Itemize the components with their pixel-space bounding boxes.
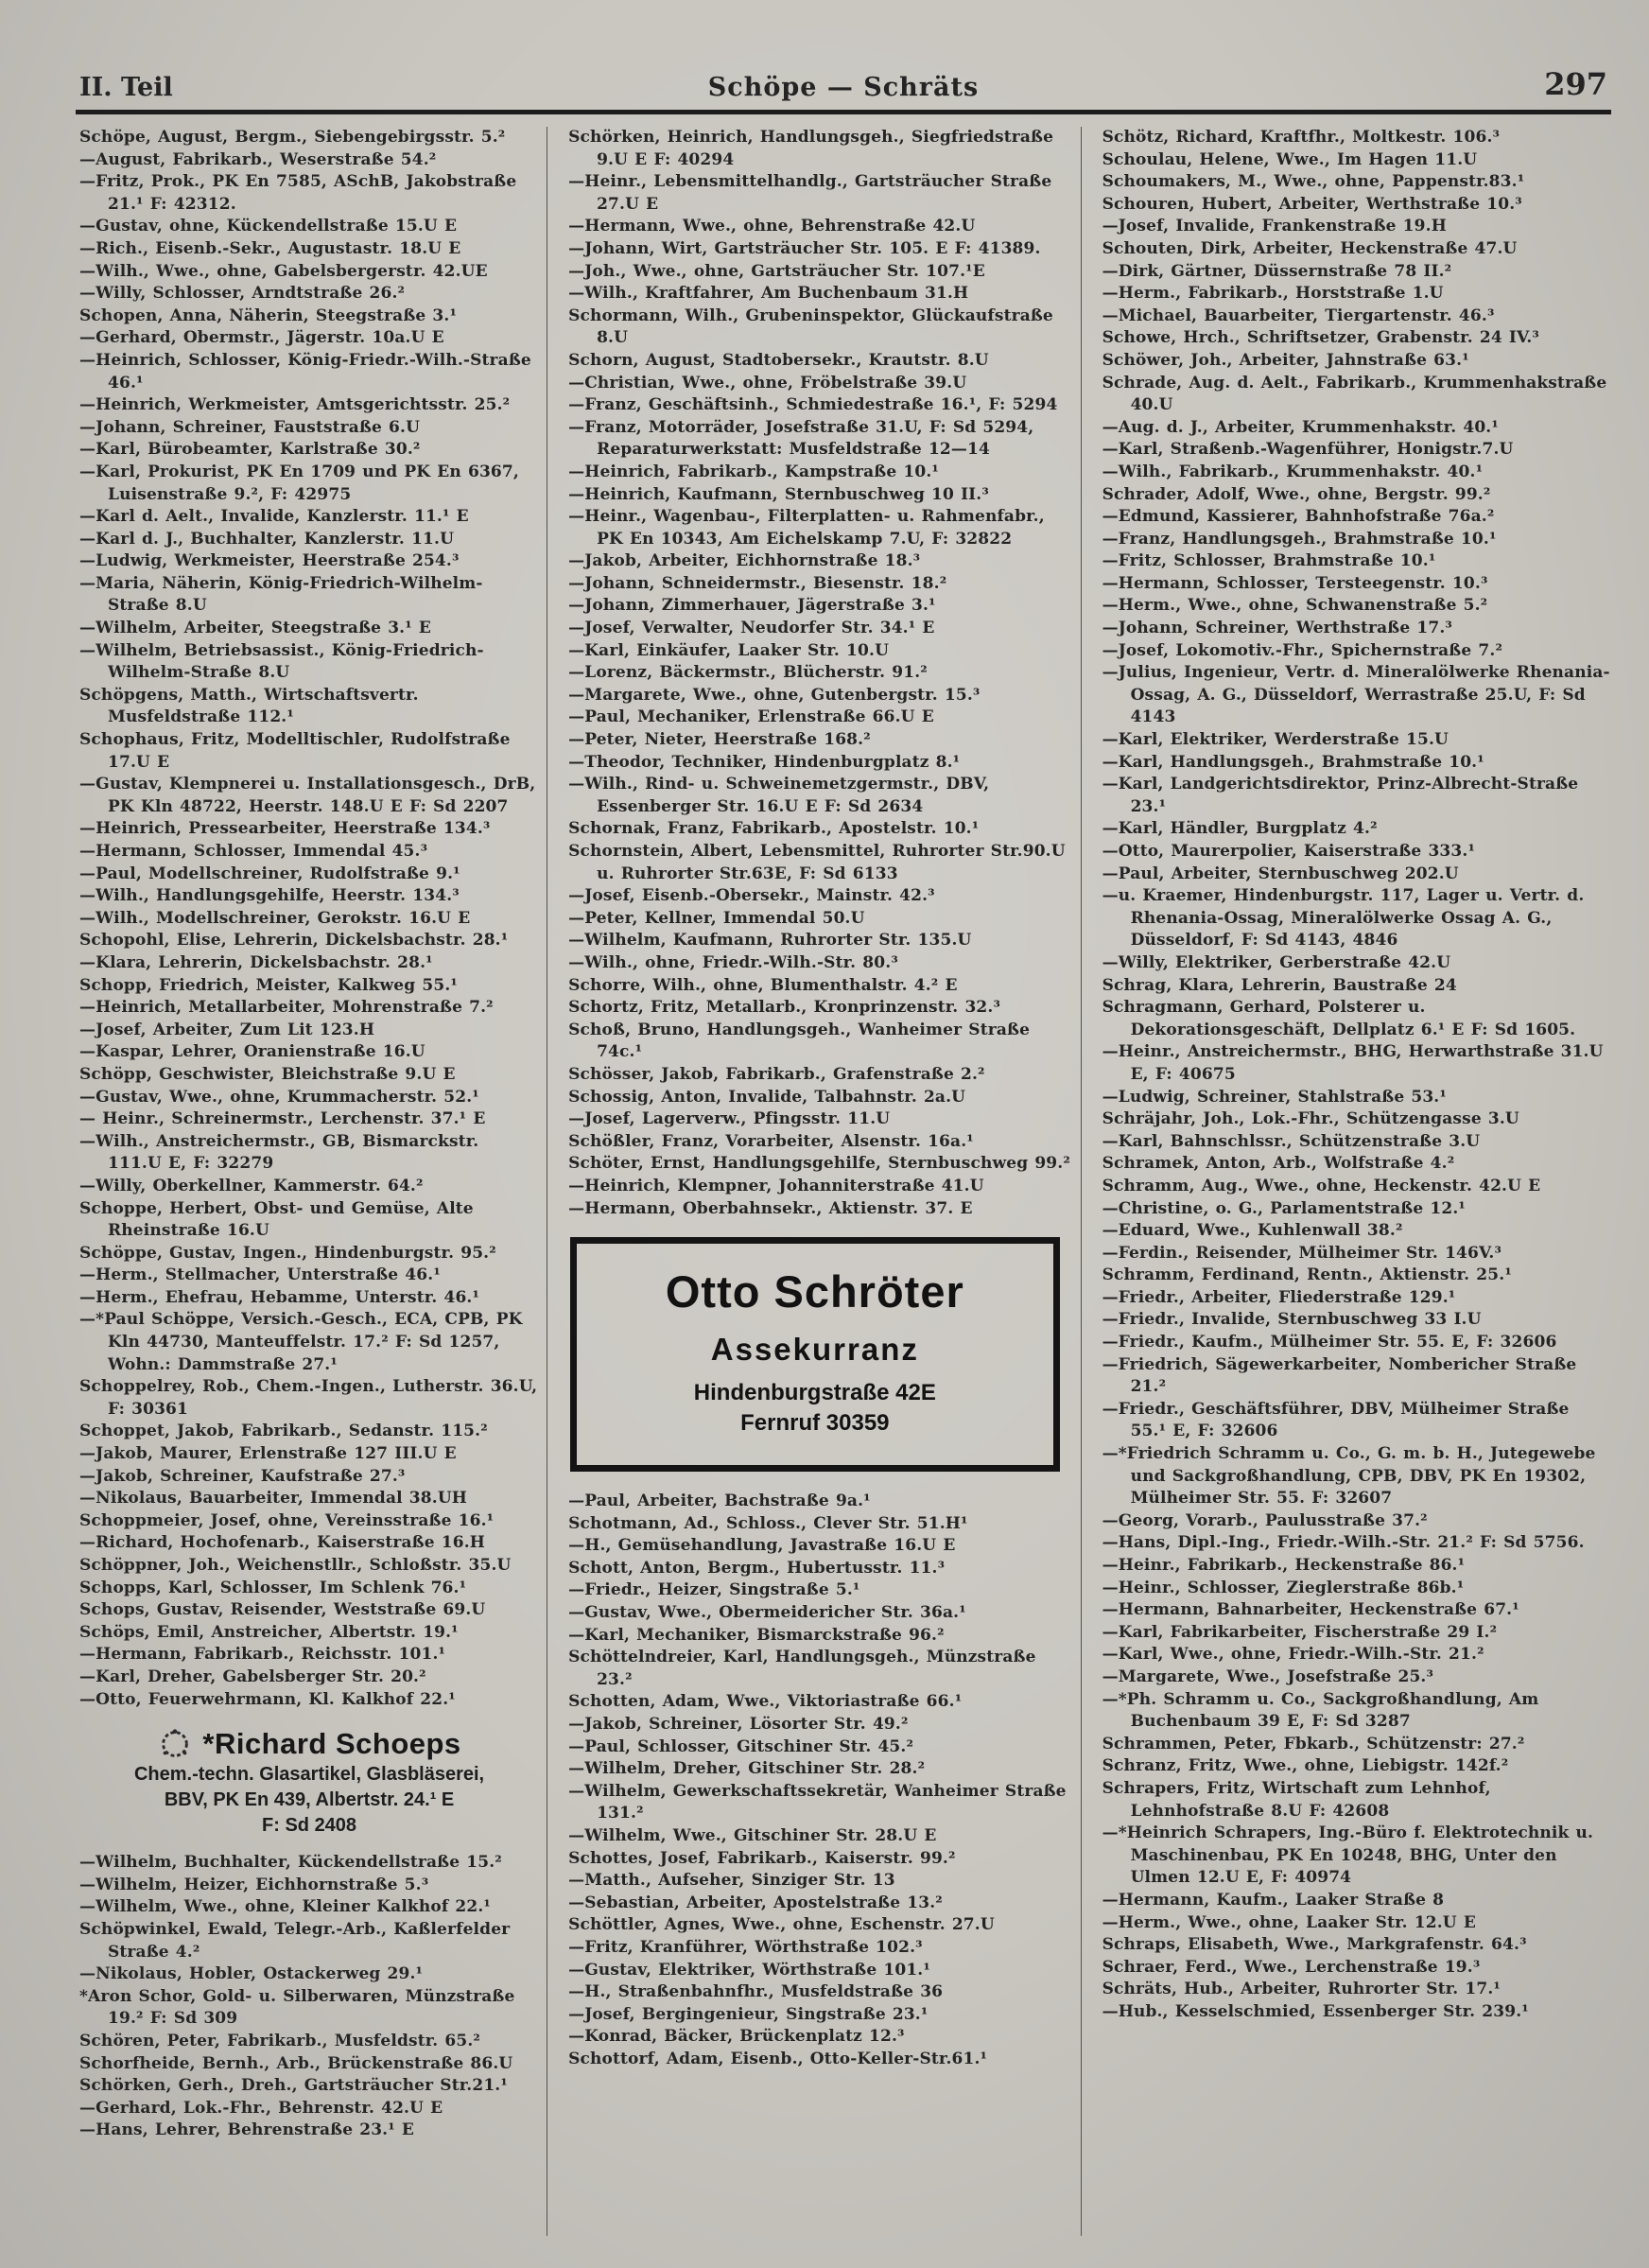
directory-entry: —Kaspar, Lehrer, Oranienstraße 16.U [79,1042,425,1062]
directory-entry: —Rich., Eisenb.-Sekr., Augustastr. 18.U E [79,238,461,258]
directory-entry: —Herm., Wwe., ohne, Schwanenstraße 5.² [1102,596,1488,616]
directory-entry: Schöppner, Joh., Weichenstllr., Schloßstr. 35.U [79,1556,512,1575]
directory-entry: —Josef, Eisenb.-Obersekr., Mainstr. 42.³ [568,886,935,906]
directory-entry: Schornstein, Albert, Lebensmittel, Ruhrorter Str.90.U u. Ruhrorter Str.63E, F: Sd 6133 [568,842,1066,883]
directory-entry: —*Paul Schöppe, Versich.-Gesch., ECA, CPB, PK Kln 44730, Manteuffelstr. 17.² F: Sd 1257, Wohn.: Dammstraße 27.¹ [79,1310,523,1374]
directory-entry: —Josef, Lokomotiv.-Fhr., Spichernstraße 7.² [1102,640,1503,660]
directory-entry: —Friedrich, Sägewerkarbeiter, Nombericher Straße 21.² [1102,1354,1577,1397]
ad-schoeps-line: BBV, PK En 439, Albertstr. 24.¹ E [164,1789,455,1811]
directory-entry: —Ludwig, Werkmeister, Heerstraße 254.³ [79,551,460,571]
directory-entry: —Johann, Schreiner, Werthstraße 17.³ [1102,619,1452,638]
directory-entry: Schoumakers, M., Wwe., ohne, Pappenstr.83.¹ [1102,172,1525,192]
entry-list [79,127,539,1711]
directory-entry: Schramek, Anton, Arb., Wolfstraße 4.² [1102,1154,1455,1174]
directory-entry: —Karl, Prokurist, PK En 1709 und PK En 6367, Luisenstraße 9.², F: 42975 [79,462,519,504]
directory-entry: Schramm, Aug., Wwe., ohne, Heckenstr. 42.U E [1102,1176,1541,1195]
directory-entry: Schoulau, Helene, Wwe., Im Hagen 11.U [1102,149,1478,169]
directory-entry: —Wilhelm, Heizer, Eichhornstraße 5.³ [79,1875,429,1894]
directory-entry: —Willy, Elektriker, Gerberstraße 42.U [1102,952,1451,972]
directory-entry: Schramm, Ferdinand, Rentn., Aktienstr. 25.¹ [1102,1265,1512,1285]
directory-entry: —Theodor, Techniker, Hindenburgplatz 8.¹ [568,752,961,772]
directory-entry: —Wilh., Rind- u. Schweinemetzgermstr., DBV, Essenberger Str. 16.U E F: Sd 2634 [568,775,990,816]
directory-entry: —Karl, Händler, Burgplatz 4.² [1102,819,1378,839]
column-left [79,127,539,2236]
directory-entry: Schöpp, Geschwister, Bleichstraße 9.U E [79,1064,456,1084]
directory-entry: —*Heinrich Schrapers, Ing.-Büro f. Elektrotechnik u. Maschinenbau, PK En 10248, BHG, Unter den Ulmen 12.U E, F: 40974 [1102,1823,1594,1888]
directory-entry: Schöwer, Joh., Arbeiter, Jahnstraße 63.¹ [1102,350,1469,370]
directory-entry: —Sebastian, Arbeiter, Apostelstraße 13.² [568,1893,943,1912]
directory-entry: —Wilhelm, Arbeiter, Steegstraße 3.¹ E [79,619,432,638]
directory-entry: —Karl, Straßenb.-Wagenführer, Honigstr.7.U [1102,440,1514,460]
directory-entry: —Fritz, Schlosser, Brahmstraße 10.¹ [1102,551,1436,571]
directory-entry: —Herm., Wwe., ohne, Laaker Str. 12.U E [1102,1912,1476,1932]
directory-entry: —Otto, Feuerwehrmann, Kl. Kalkhof 22.¹ [79,1689,456,1709]
directory-entry: Schrag, Klara, Lehrerin, Baustraße 24 [1102,975,1457,995]
directory-entry: —Michael, Bauarbeiter, Tiergartenstr. 46.³ [1102,305,1495,325]
directory-entry: —Wilh., Fabrikarb., Krummenhakstr. 40.¹ [1102,462,1484,481]
directory-entry: —Karl, Dreher, Gabelsberger Str. 20.² [79,1666,426,1686]
directory-entry: Schrammen, Peter, Fbkarb., Schützenstr: 27.² [1102,1734,1525,1753]
directory-entry: —H., Straßenbahnfhr., Musfeldstraße 36 [568,1982,944,2002]
directory-entry: —Fritz, Kranführer, Wörthstraße 102.³ [568,1937,923,1957]
directory-entry: —Ludwig, Schreiner, Stahlstraße 53.¹ [1102,1087,1447,1107]
directory-entry: Schören, Peter, Fabrikarb., Musfeldstr. 65.² [79,2031,481,2050]
directory-entry: —Wilh., ohne, Friedr.-Wilh.-Str. 80.³ [568,952,898,972]
ad-schroeter-subtitle: Assekurranz [710,1332,919,1368]
directory-entry: —Wilh., Handlungsgehilfe, Heerstr. 134.³ [79,886,460,906]
directory-entry: — Heinr., Schreinermstr., Lerchenstr. 37.¹ E [79,1109,486,1129]
directory-entry: —*Ph. Schramm u. Co., Sackgroßhandlung, Am Buchenbaum 39 E, F: Sd 3287 [1102,1689,1539,1732]
directory-entry: Schragmann, Gerhard, Polsterer u. Dekorationsgeschäft, Dellplatz 6.¹ E F: Sd 1605. [1102,998,1576,1039]
directory-entry: —Wilhelm, Dreher, Gitschiner Str. 28.² [568,1759,926,1779]
directory-entry: Schornak, Franz, Fabrikarb., Apostelstr. 10.¹ [568,819,980,839]
directory-entry: —Josef, Bergingenieur, Singstraße 23.¹ [568,2004,929,2024]
directory-entry: Schopen, Anna, Näherin, Steegstraße 3.¹ [79,305,458,325]
directory-entry: —Dirk, Gärtner, Düssernstraße 78 II.² [1102,261,1452,281]
directory-entry: Schottorf, Adam, Eisenb., Otto-Keller-Str.61.¹ [568,2049,988,2068]
directory-entry: —Franz, Motorräder, Josefstraße 31.U, F: Sd 5294, Reparaturwerkstatt: Musfeldstraße 12—14 [568,417,1034,460]
directory-entry: —Jakob, Maurer, Erlenstraße 127 III.U E [79,1444,457,1464]
directory-entry: Schräjahr, Joh., Lok.-Fhr., Schützengasse 3.U [1102,1109,1519,1129]
directory-entry: —Christian, Wwe., ohne, Fröbelstraße 39.U [568,373,967,393]
directory-entry: —Friedr., Geschäftsführer, DBV, Mülheimer Straße 55.¹ E, F: 32606 [1102,1399,1570,1441]
directory-entry: —Gerhard, Obermstr., Jägerstr. 10a.U E [79,328,444,348]
directory-entry: Schortz, Fritz, Metallarb., Kronprinzenstr. 32.³ [568,998,1001,1018]
directory-entry: Schoppmeier, Josef, ohne, Vereinsstraße 16.¹ [79,1510,495,1530]
directory-entry: —Wilh., Wwe., ohne, Gabelsbergerstr. 42.UE [79,261,488,281]
directory-entry: Schorre, Wilh., ohne, Blumenthalstr. 4.² E [568,975,958,995]
directory-entry: —*Friedrich Schramm u. Co., G. m. b. H., Jutegewebe und Sackgroßhandlung, CPB, DBV, PK En 19302, Mülheimer Str. 55. F: 32607 [1102,1444,1596,1509]
directory-entry: —Georg, Vorarb., Paulusstraße 37.² [1102,1510,1428,1530]
directory-entry: Schörken, Heinrich, Handlungsgeh., Siegfriedstraße 9.U E F: 40294 [568,128,1054,169]
directory-entry: —Karl, Landgerichtsdirektor, Prinz-Albrecht-Straße 23.¹ [1102,775,1579,816]
directory-entry: —Wilhelm, Gewerkschaftssekretär, Wanheimer Straße 131.² [568,1781,1067,1823]
directory-entry: —Edmund, Kassierer, Bahnhofstraße 76a.² [1102,507,1495,527]
directory-entry: —Heinr., Fabrikarb., Heckenstraße 86.¹ [1102,1556,1466,1575]
directory-entry: —Paul, Mechaniker, Erlenstraße 66.U E [568,707,934,727]
directory-entry: —Hermann, Schlosser, Immendal 45.³ [79,842,428,861]
directory-entry: Schrader, Adolf, Wwe., ohne, Bergstr. 99.² [1102,484,1491,504]
directory-entry: —Aug. d. J., Arbeiter, Krummenhakstr. 40.¹ [1102,417,1499,437]
directory-entry: —Peter, Kellner, Immendal 50.U [568,908,865,928]
directory-entry: —Paul, Arbeiter, Sternbuschweg 202.U [1102,864,1459,883]
directory-entry: —Heinrich, Schlosser, König-Friedr.-Wilh.-Straße 46.¹ [79,350,531,393]
directory-entry: Schoß, Bruno, Handlungsgeh., Wanheimer Straße 74c.¹ [568,1020,1031,1062]
directory-entry: —Gustav, Wwe., Obermeidericher Str. 36a.¹ [568,1603,966,1623]
directory-entry: —Friedr., Arbeiter, Fliederstraße 129.¹ [1102,1287,1456,1307]
directory-entry: Schöps, Emil, Anstreicher, Albertstr. 19.¹ [79,1622,459,1642]
directory-entry: —Johann, Zimmerhauer, Jägerstraße 3.¹ [568,596,936,616]
entry-list [568,127,1073,1220]
directory-entry: —Friedr., Invalide, Sternbuschweg 33 I.U [1102,1310,1482,1330]
directory-entry: —Friedr., Kaufm., Mülheimer Str. 55. E, F: 32606 [1102,1333,1557,1352]
directory-entry: —Paul, Schlosser, Gitschiner Str. 45.² [568,1736,914,1756]
directory-entry: Schösser, Jakob, Fabrikarb., Grafenstraße 2.² [568,1064,985,1084]
directory-entry: Schopp, Friedrich, Meister, Kalkweg 55.¹ [79,975,458,995]
directory-entry: —Heinr., Anstreichermstr., BHG, Herwarthstraße 31.U E, F: 40675 [1102,1042,1604,1084]
directory-entry: Schöttler, Agnes, Wwe., ohne, Eschenstr. 27.U [568,1915,995,1935]
entry-list [1102,127,1611,2023]
directory-entry: —Peter, Nieter, Heerstraße 168.² [568,730,871,750]
directory-entry: Schöttelndreier, Karl, Handlungsgeh., Münzstraße 23.² [568,1648,1036,1689]
directory-entry: —Johann, Schneidermstr., Biesenstr. 18.² [568,573,947,593]
directory-entry: —Nikolaus, Hobler, Ostackerweg 29.¹ [79,1964,424,1984]
ad-schroeter-name: Otto Schröter [665,1266,964,1317]
directory-entry: —Karl d. J., Buchhalter, Kanzlerstr. 11.U [79,529,455,549]
directory-entry: —Heinrich, Klempner, Johanniterstraße 41.U [568,1176,984,1195]
directory-entry: —Karl, Mechaniker, Bismarckstraße 96.² [568,1625,945,1645]
laurel-wreath-icon [157,1726,193,1762]
directory-entry: —Wilh., Anstreichermstr., GB, Bismarckstr. 111.U E, F: 32279 [79,1131,479,1174]
directory-entry: Schouren, Hubert, Arbeiter, Werthstraße 10.³ [1102,194,1522,214]
entry-list [79,1852,539,2142]
directory-entry: —Wilhelm, Kaufmann, Ruhrorter Str. 135.U [568,931,972,951]
directory-entry: —Herm., Fabrikarb., Horststraße 1.U [1102,284,1444,304]
directory-entry: —Konrad, Bäcker, Brückenplatz 12.³ [568,2027,905,2047]
directory-entry: Schowe, Hrch., Schriftsetzer, Grabenstr. 24 IV.³ [1102,328,1540,348]
directory-entry: —Hans, Lehrer, Behrenstraße 23.¹ E [79,2120,415,2140]
directory-entry: Schott, Anton, Bergm., Hubertusstr. 11.³ [568,1558,946,1578]
directory-entry: —Willy, Oberkellner, Kammerstr. 64.² [79,1176,424,1195]
directory-entry: —H., Gemüsehandlung, Javastraße 16.U E [568,1536,956,1556]
directory-entry: —Paul, Arbeiter, Bachstraße 9a.¹ [568,1492,871,1511]
directory-entry: Schormann, Wilh., Grubeninspektor, Glückaufstraße 8.U [568,305,1053,348]
ad-schoeps-headline [79,1726,539,1762]
directory-entry: —Maria, Näherin, König-Friedrich-Wilhelm-Straße 8.U [79,573,483,616]
directory-entry: —Karl, Einkäufer, Laaker Str. 10.U [568,640,890,660]
directory-entry: —Klara, Lehrerin, Dickelsbachstr. 28.¹ [79,952,433,972]
directory-entry: —Otto, Maurerpolier, Kaiserstraße 333.¹ [1102,842,1476,861]
directory-entry: —Hermann, Kaufm., Laaker Straße 8 [1102,1890,1445,1910]
directory-entry: —Wilhelm, Wwe., ohne, Kleiner Kalkhof 22.¹ [79,1897,492,1917]
directory-entry: —Heinrich, Werkmeister, Amtsgerichtsstr. 25.² [79,395,511,415]
directory-entry: —Karl, Bahnschlssr., Schützenstraße 3.U [1102,1131,1481,1151]
directory-entry: Schranz, Fritz, Wwe., ohne, Liebigstr. 142f.² [1102,1756,1509,1776]
directory-entry: —Heinr., Wagenbau-, Filterplatten- u. Rahmenfabr., PK En 10343, Am Eichelskamp 7.U, F: 32822 [568,507,1045,549]
directory-entry: —Jakob, Schreiner, Lösorter Str. 49.² [568,1715,909,1735]
directory-entry: Schorfheide, Bernh., Arb., Brückenstraße 86.U [79,2053,513,2073]
directory-entry: —Karl, Bürobeamter, Karlstraße 30.² [79,440,421,460]
directory-entry: —Herm., Ehefrau, Hebamme, Unterstr. 46.¹ [79,1287,480,1307]
directory-entry: —Gustav, Elektriker, Wörthstraße 101.¹ [568,1960,930,1980]
directory-entry: Schophaus, Fritz, Modelltischler, Rudolfstraße 17.U E [79,730,511,772]
directory-entry: Schopps, Karl, Schlosser, Im Schlenk 76.¹ [79,1578,467,1597]
directory-entry: Schraps, Elisabeth, Wwe., Markgrafenstr. 64.³ [1102,1935,1527,1955]
directory-entry: —Heinrich, Fabrikarb., Kampstraße 10.¹ [568,462,940,481]
directory-entry: —Wilh., Modellschreiner, Gerokstr. 16.U E [79,908,471,928]
directory-entry: —Gerhard, Lok.-Fhr., Behrenstr. 42.U E [79,2098,443,2118]
directory-entry: —Richard, Hochofenarb., Kaiserstraße 16.H [79,1533,485,1553]
directory-entry: —Johann, Schreiner, Fauststraße 6.U [79,417,421,437]
ad-richard-schoeps [79,1726,539,1839]
directory-entry: Schopohl, Elise, Lehrerin, Dickelsbachstr. 28.¹ [79,931,509,951]
directory-entry: Schops, Gustav, Reisender, Weststraße 69.U [79,1600,486,1620]
directory-entry: Schorn, August, Stadtobersekr., Krautstr. 8.U [568,350,989,370]
directory-entry: —Franz, Geschäftsinh., Schmiedestraße 16.¹, F: 5294 [568,395,1058,415]
directory-entry: —Willy, Schlosser, Arndtstraße 26.² [79,284,406,304]
directory-entry: Schouten, Dirk, Arbeiter, Heckenstraße 47.U [1102,238,1518,258]
directory-entry: Schottes, Josef, Fabrikarb., Kaiserstr. 99.² [568,1848,956,1868]
directory-entry: —Josef, Invalide, Frankenstraße 19.H [1102,217,1447,236]
directory-entry: —Jakob, Arbeiter, Eichhornstraße 18.³ [568,551,921,571]
directory-entry: —Fritz, Prok., PK En 7585, ASchB, Jakobstraße 21.¹ F: 42312. [79,172,517,214]
directory-entry: —Eduard, Wwe., Kuhlenwall 38.² [1102,1221,1403,1241]
directory-entry: Schörken, Gerh., Dreh., Gartsträucher Str.21.¹ [79,2076,508,2096]
directory-entry: —Paul, Modellschreiner, Rudolfstraße 9.¹ [79,864,460,883]
page-header [79,57,1607,102]
directory-entry: —Karl, Wwe., ohne, Friedr.-Wilh.-Str. 21.² [1102,1645,1484,1665]
directory-entry: Schrapers, Fritz, Wirtschaft zum Lehnhof, Lehnhofstraße 8.U F: 42608 [1102,1778,1491,1821]
directory-entry: —Gustav, Klempnerei u. Installationsgesch., DrB, PK Kln 48722, Heerstr. 148.U E F: Sd 2207 [79,775,536,816]
directory-entry: Schoppe, Herbert, Obst- und Gemüse, Alte Rheinstraße 16.U [79,1198,474,1241]
entry-list [568,1491,1073,2070]
directory-entry: Schößler, Franz, Vorarbeiter, Alsenstr. 16a.¹ [568,1131,974,1151]
page-number: 297 [1544,66,1607,102]
directory-entry: —Hub., Kesselschmied, Essenberger Str. 239.¹ [1102,2001,1529,2021]
header-rule [76,110,1611,114]
directory-entry: —Heinrich, Metallarbeiter, Mohrenstraße 7.² [79,998,494,1018]
column-right [1081,127,1611,2236]
directory-entry: —Hermann, Bahnarbeiter, Heckenstraße 67.¹ [1102,1600,1519,1620]
directory-entry: Schöpe, August, Bergm., Siebengebirgsstr. 5.² [79,128,506,147]
directory-entry: Schossig, Anton, Invalide, Talbahnstr. 2a.U [568,1087,966,1107]
directory-entry: Schraer, Ferd., Wwe., Lerchenstraße 19.³ [1102,1957,1481,1977]
ad-schroeter-address: Hindenburgstraße 42E [693,1380,936,1406]
directory-entry: —Julius, Ingenieur, Vertr. d. Mineralölwerke Rhenania-Ossag, A. G., Düsseldorf, Werrastraße 25.U, F: Sd 4143 [1102,663,1610,727]
directory-entry: —Heinrich, Pressearbeiter, Heerstraße 134.³ [79,819,491,839]
directory-entry: —Hermann, Oberbahnsekr., Aktienstr. 37. E [568,1198,973,1218]
directory-entry: —Hermann, Schlosser, Tersteegenstr. 10.³ [1102,573,1488,593]
directory-entry: Schötz, Richard, Kraftfhr., Moltkestr. 106.³ [1102,128,1501,147]
directory-entry: —Matth., Aufseher, Sinziger Str. 13 [568,1871,895,1891]
directory-entry: —Joh., Wwe., ohne, Gartsträucher Str. 107.¹E [568,261,985,281]
column-middle [547,127,1073,2236]
ad-schroeter-phone: Fernruf 30359 [740,1410,890,1437]
directory-entry: —Friedr., Heizer, Singstraße 5.¹ [568,1580,860,1600]
directory-entry: —Gustav, ohne, Kückendellstraße 15.U E [79,217,458,236]
directory-entry: —August, Fabrikarb., Weserstraße 54.² [79,149,437,169]
directory-entry: —Wilhelm, Buchhalter, Kückendellstraße 15.² [79,1853,502,1873]
directory-entry: —Karl, Elektriker, Werderstraße 15.U [1102,730,1449,750]
directory-entry: —Margarete, Wwe., ohne, Gutenbergstr. 15.³ [568,685,981,705]
directory-entry: —Heinr., Lebensmittelhandlg., Gartsträucher Straße 27.U E [568,172,1052,214]
directory-entry: —Karl, Fabrikarbeiter, Fischerstraße 29 I.² [1102,1622,1498,1642]
directory-entry: Schoppet, Jakob, Fabrikarb., Sedanstr. 115.² [79,1422,488,1441]
section-label: II. Teil [79,73,173,102]
ad-otto-schroeter [570,1237,1060,1472]
directory-entry: —Herm., Stellmacher, Unterstraße 46.¹ [79,1265,441,1285]
page-title: Schöpe — Schräts [707,73,980,102]
ad-schoeps-line: Chem.-techn. Glasartikel, Glasbläserei, [133,1764,485,1786]
directory-entry: —Wilhelm, Betriebsassist., König-Friedrich-Wilhelm-Straße 8.U [79,640,484,683]
directory-entry: —Karl d. Aelt., Invalide, Kanzlerstr. 11.¹ E [79,507,469,527]
ad-schoeps-line: F: Sd 2408 [262,1815,357,1837]
directory-entry: —Heinr., Schlosser, Zieglerstraße 86b.¹ [1102,1578,1465,1597]
directory-columns [79,127,1611,2236]
directory-entry: Schöppe, Gustav, Ingen., Hindenburgstr. 95.² [79,1243,496,1263]
directory-entry: —Hermann, Fabrikarb., Reichsstr. 101.¹ [79,1645,446,1665]
directory-entry: —Wilhelm, Wwe., Gitschiner Str. 28.U E [568,1826,937,1845]
directory-entry: —Josef, Verwalter, Neudorfer Str. 34.¹ E [568,619,935,638]
directory-entry: Schotten, Adam, Wwe., Viktoriastraße 66.¹ [568,1692,963,1712]
directory-entry: —Hermann, Wwe., ohne, Behrenstraße 42.U [568,217,976,236]
directory-entry: —Karl, Handlungsgeh., Brahmstraße 10.¹ [1102,752,1484,772]
directory-entry: —Josef, Arbeiter, Zum Lit 123.H [79,1020,375,1039]
directory-entry: Schotmann, Ad., Schloss., Clever Str. 51.H¹ [568,1513,968,1533]
directory-entry: —Christine, o. G., Parlamentstraße 12.¹ [1102,1198,1467,1218]
directory-entry: —Lorenz, Bäckermstr., Blücherstr. 91.² [568,663,928,683]
directory-entry: —Nikolaus, Bauarbeiter, Immendal 38.UH [79,1489,468,1509]
directory-entry: Schöpwinkel, Ewald, Telegr.-Arb., Kaßlerfelder Straße 4.² [79,1919,511,1962]
directory-entry: —Franz, Handlungsgeh., Brahmstraße 10.¹ [1102,529,1497,549]
directory-entry: —Gustav, Wwe., ohne, Krummacherstr. 52.¹ [79,1087,479,1107]
directory-entry: Schöpgens, Matth., Wirtschaftsvertr. Musfeldstraße 112.¹ [79,685,419,727]
directory-entry: —Heinrich, Kaufmann, Sternbuschweg 10 II.³ [568,484,989,504]
directory-entry: Schöter, Ernst, Handlungsgehilfe, Sternbuschweg 99.² [568,1154,1070,1174]
directory-entry: —Wilh., Kraftfahrer, Am Buchenbaum 31.H [568,284,969,304]
directory-entry: *Aron Schor, Gold- u. Silberwaren, Münzstraße 19.² F: Sd 309 [79,1986,515,2029]
directory-entry: Schoppelrey, Rob., Chem.-Ingen., Lutherstr. 36.U, F: 30361 [79,1377,538,1419]
directory-entry: Schrade, Aug. d. Aelt., Fabrikarb., Krummenhakstraße 40.U [1102,373,1607,415]
directory-entry: —Johann, Wirt, Gartsträucher Str. 105. E F: 41389. [568,238,1041,258]
directory-entry: —Jakob, Schreiner, Kaufstraße 27.³ [79,1466,406,1486]
directory-entry: Schräts, Hub., Arbeiter, Ruhrorter Str. 17.¹ [1102,1980,1501,1999]
directory-entry: —Margarete, Wwe., Josefstraße 25.³ [1102,1666,1434,1686]
directory-entry: —u. Kraemer, Hindenburgstr. 117, Lager u. Vertr. d. Rhenania-Ossag, Mineralölwerke Ossag A. G., Düsseldorf, F: Sd 4143, 4846 [1102,886,1585,951]
directory-entry: —Josef, Lagerverw., Pfingsstr. 11.U [568,1109,891,1129]
ad-schoeps-name: *Richard Schoeps [202,1727,461,1761]
directory-entry: —Ferdin., Reisender, Mülheimer Str. 146V.³ [1102,1243,1502,1263]
directory-entry: —Hans, Dipl.-Ing., Friedr.-Wilh.-Str. 21.² F: Sd 5756. [1102,1533,1585,1553]
